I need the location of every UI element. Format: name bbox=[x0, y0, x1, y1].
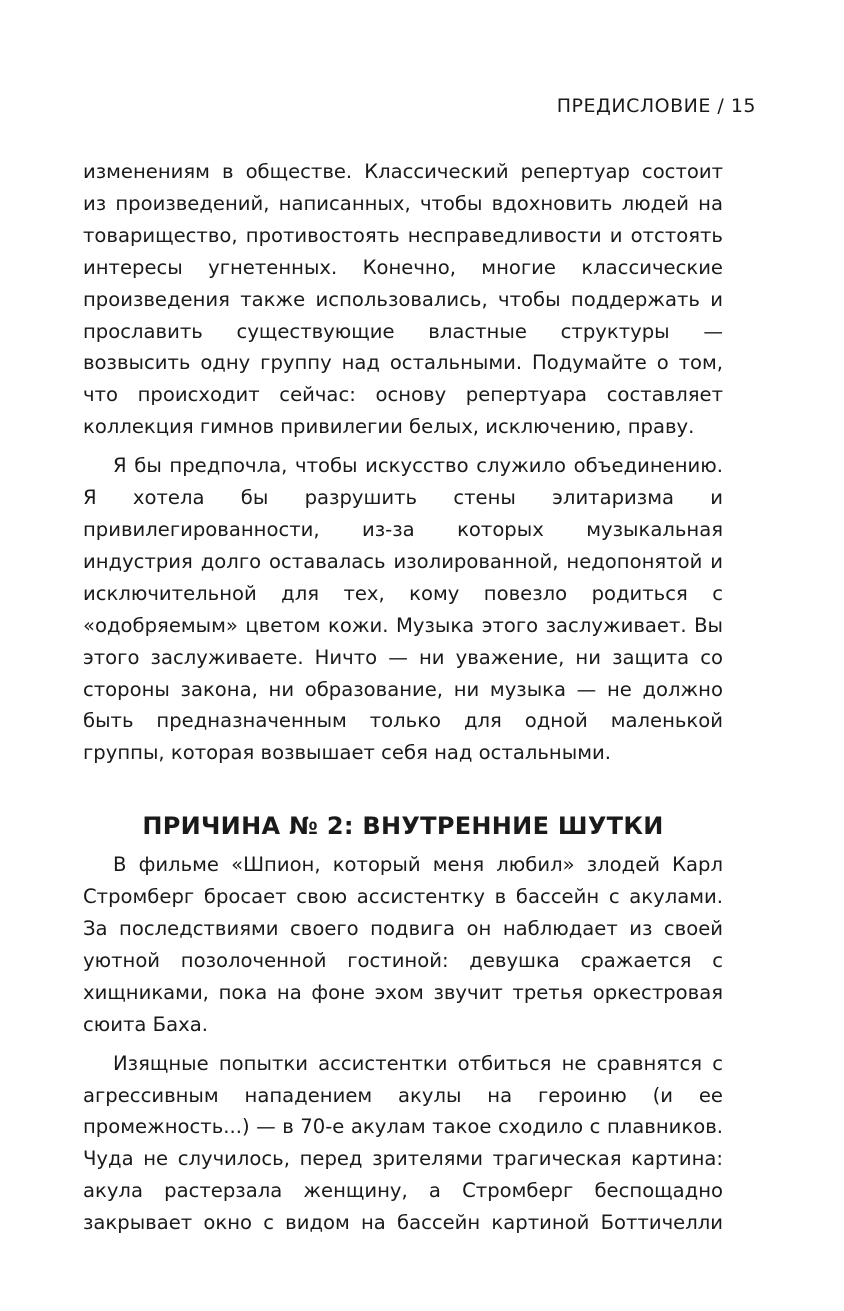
running-header: ПРЕДИСЛОВИЕ / 15 bbox=[556, 95, 756, 117]
paragraph-3: В фильме «Шпион, который меня любил» злодей Карл Стромберг бросает свою ассистентку в бассейн с акулами. За последствиями своего подвига он наблюдает из своей уютной позолоченной гостиной: девушка сражается с хищниками, пока на фоне эхом звучит третья оркестровая сюита Баха. bbox=[83, 853, 723, 1036]
paragraph-1: изменениям в обществе. Классический репертуар состоит из произведений, написанных, чтобы вдохновить людей на товарищество, противостоять несправедливости и отстоять интересы угнетенных. Конечно, многие классические произведения также использовались, чтобы поддержать и прославить существующие властные структуры — возвысить одну группу над остальными. Подумайте о том, что происходит сейчас: основу репертуара составляет коллекция гимнов привилегии белых, исключению, праву. bbox=[83, 160, 723, 439]
paragraph-2: Я бы предпочла, чтобы искусство служило объединению. Я хотела бы разрушить стены элитаризма и привилегированности, из-за которых музыкальная индустрия долго оставалась изолированной, недопонятой и исключительной для тех, кому повезло родиться с «одобряемым» цветом кожи. Музыка этого заслуживает. Вы этого заслуживаете. Ничто — ни уважение, ни защита со стороны закона, ни образование, ни музыка — не должно быть предназначенным только для одной маленькой группы, которая возвышает себя над остальными. bbox=[83, 454, 723, 765]
body-text bbox=[83, 156, 723, 1239]
section-heading: ПРИЧИНА № 2: ВНУТРЕННИЕ ШУТКИ bbox=[142, 812, 664, 841]
paragraph-4: Изящные попытки ассистентки отбиться не сравнятся с агрессивным нападением акулы на героиню (и ее промежность...) — в 70-е акулам такое сходило с плавников. Чуда не случилось, перед зрителями трагическая картина: акула растерзала женщину, а Стромберг беспощадно закрывает окно с видом на бассейн картиной Боттичелли bbox=[83, 1051, 723, 1235]
